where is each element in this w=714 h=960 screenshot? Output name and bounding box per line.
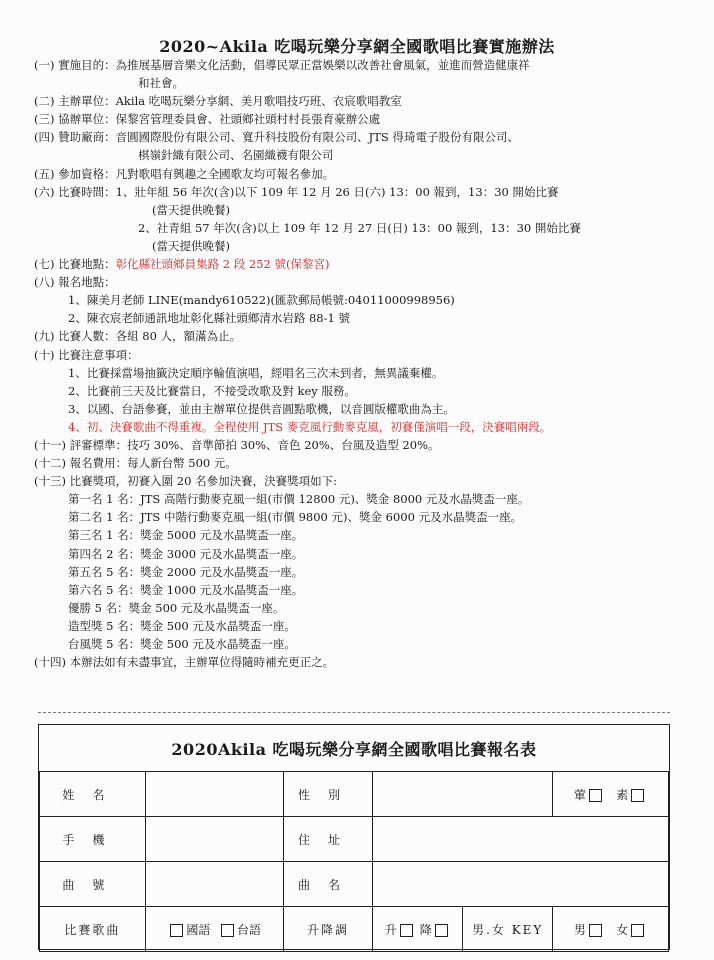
form-row-name (40, 772, 669, 817)
rule-line: (十二) 報名費用：每人新台幣 500 元。 (34, 456, 237, 471)
veg-checkbox[interactable] (631, 789, 644, 802)
rule-line: 第一名 1 名：JTS 高階行動麥克風一組(市價 12800 元)、獎金 8000 元及水晶獎盃一座。 (68, 492, 530, 507)
rule-line: 第五名 5 名：獎金 2000 元及水晶獎盃一座。 (68, 564, 304, 579)
rule-line: 第四名 2 名：獎金 3000 元及水晶獎盃一座。 (68, 546, 304, 561)
name-label: 姓名 (40, 772, 146, 817)
rule-line: 第六名 5 名：獎金 1000 元及水晶獎盃一座。 (68, 582, 304, 597)
rule-line: (九) 比賽人數：各組 80 人，額滿為止。 (34, 329, 242, 344)
down-checkbox[interactable] (435, 924, 448, 937)
rule-line: (當天提供晚餐) (152, 238, 230, 253)
rule-line: (三) 協辦單位：保黎宮管理委員會、社頭鄉社頭村村長張育豪辦公處 (34, 112, 381, 127)
form-title: 2020Akila 吃喝玩樂分享網全國歌唱比賽報名表 (171, 739, 537, 759)
rule-line: (十四) 本辦法如有未盡事宜，主辦單位得隨時補充更正之。 (34, 655, 335, 670)
phone-label: 手機 (40, 817, 146, 862)
female-checkbox[interactable] (631, 924, 644, 937)
rule-line: 第二名 1 名：JTS 中階行動麥克風一組(市價 9800 元)、獎金 6000 元及水晶獎盃一座。 (68, 510, 523, 525)
venue-address: 彰化縣社頭鄉員集路 2 段 252 號(保黎宮) (115, 257, 330, 272)
track-number-field[interactable] (145, 862, 283, 907)
form-grid (39, 771, 669, 952)
document-title: 2020~Akila 吃喝玩樂分享網全國歌唱比賽實施辦法 (159, 37, 555, 56)
rules-section (34, 56, 704, 671)
cut-line (38, 712, 670, 713)
meal-choice (553, 772, 669, 817)
song-title-field[interactable] (373, 862, 669, 907)
rule-line: 2、陳衣宸老師通訊地址彰化縣社頭鄉清水岩路 88-1 號 (68, 311, 350, 326)
mandarin-label: 國語 (186, 922, 211, 937)
meat-label: 葷 (573, 787, 586, 802)
rule-line: 1、陳美月老師 LINE(mandy610522)(匯款郵局帳號:04011000998956) (68, 293, 455, 308)
rule-line: 2、比賽前三天及比賽當日，不接受改歌及對 key 服務。 (68, 383, 356, 398)
rule-line: (當天提供晚餐) (152, 202, 230, 217)
down-label: 降 (419, 922, 432, 937)
rule-line: 3、以國、台語參賽，並由主辦單位提供音圓點歌機，以音圓版權歌曲為主。 (68, 401, 455, 416)
up-checkbox[interactable] (400, 924, 413, 937)
rule-line: (八) 報名地點： (34, 275, 116, 290)
rule-line: 第三名 1 名：獎金 5000 元及水晶獎盃一座。 (68, 528, 304, 543)
male-label: 男 (573, 922, 586, 937)
rule-line: (十三) 比賽獎項，初賽入圍 20 名參加決賽，決賽獎項如下: (34, 474, 337, 489)
rule-line: 造型獎 5 名：獎金 500 元及水晶獎盃一座。 (68, 618, 296, 633)
form-row-phone (40, 817, 669, 862)
male-checkbox[interactable] (589, 924, 602, 937)
form-row-song (40, 862, 669, 907)
registration-form (38, 724, 670, 950)
rule-line: (四) 贊助廠商：音圓國際股份有限公司、寬升科技股份有限公司、JTS 得琦電子股份有限公司、 (34, 130, 519, 145)
address-label: 住址 (283, 817, 373, 862)
rule-venue: (七) 比賽地點：彰化縣社頭鄉員集路 2 段 252 號(保黎宮) (34, 257, 330, 272)
rule-line: (二) 主辦單位：Akila 吃喝玩樂分享網、美月歌唱技巧班、衣宸歌唱教室 (34, 94, 402, 109)
gender-field[interactable] (373, 772, 553, 817)
phone-field[interactable] (145, 817, 283, 862)
address-field[interactable] (373, 817, 669, 862)
name-field[interactable] (145, 772, 283, 817)
key-label: 男.女 KEY (463, 907, 553, 952)
rule-line: 2、社青組 57 年次(含)以上 109 年 12 月 27 日(日) 13：00 報到，13：30 開始比賽 (138, 220, 581, 235)
rule-line: (六) 比賽時間：1、壯年組 56 年次(含)以下 109 年 12 月 26 日(六) 13：00 報到，13：30 開始比賽 (34, 184, 559, 199)
female-label: 女 (616, 922, 629, 937)
rule-line: (一) 實施目的：為推展基層音樂文化活動，倡導民眾正當娛樂以改善社會風氣，並進而營造健康祥 (34, 58, 530, 72)
rule-line: 棋嶺針織有限公司、名園織襪有限公司 (138, 148, 334, 163)
gender-label: 性別 (283, 772, 373, 817)
track-number-label: 曲號 (40, 862, 146, 907)
rule-line: (十) 比賽注意事項： (34, 347, 139, 362)
rule-item-red: 4、初、決賽歌曲不得重複。全程使用 JTS 麥克風行動麥克風，初賽僅演唱一段，決賽唱兩段。 (68, 419, 552, 434)
form-row-options (40, 907, 669, 952)
rule-line: (五) 參加資格：凡對歌唱有興趣之全國歌友均可報名參加。 (34, 166, 335, 181)
rule-line: 1、比賽採當場抽籤決定順序輪值演唱，經唱名三次未到者，無異議棄權。 (68, 365, 444, 380)
taiwanese-label: 台語 (237, 922, 262, 937)
rule-line: 台風獎 5 名：獎金 500 元及水晶獎盃一座。 (68, 637, 296, 651)
veg-label: 素 (616, 787, 629, 802)
voice-choice (553, 907, 669, 952)
category-label: 比賽歌曲 (40, 907, 146, 952)
meat-checkbox[interactable] (589, 789, 602, 802)
language-choice (145, 907, 283, 952)
song-title-label: 曲名 (283, 862, 373, 907)
up-label: 升 (384, 922, 397, 937)
rule-line: (十一) 評審標準：技巧 30%、音準節拍 30%、音色 20%、台風及造型 20%。 (34, 437, 440, 452)
rule-line: 和社會。 (138, 76, 184, 91)
key-change-label: 升降調 (283, 907, 373, 952)
mandarin-checkbox[interactable] (170, 924, 183, 937)
key-change-choice (373, 907, 463, 952)
taiwanese-checkbox[interactable] (221, 924, 234, 937)
rule-line: 優勝 5 名：獎金 500 元及水晶獎盃一座。 (68, 600, 285, 615)
